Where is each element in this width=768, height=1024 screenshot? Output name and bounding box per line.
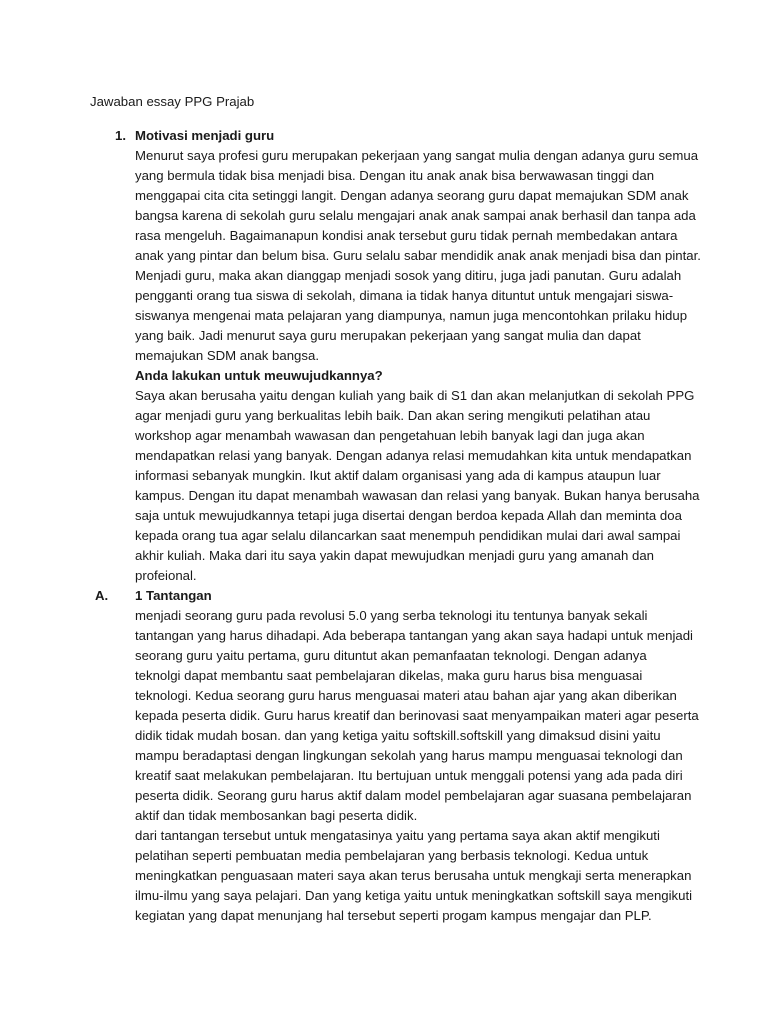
paragraph-line: anak yang pintar dan belum bisa. Guru selalu sabar mendidik anak anak menjadi bisa dan pintar.: [135, 248, 701, 263]
paragraph-line: Saya akan berusaha yaitu dengan kuliah yang baik di S1 dan akan melanjutkan di sekolah PPG: [135, 388, 695, 403]
paragraph-line: peserta didik. Seorang guru harus aktif dalam model pembelajaran agar suasana pembelajaran: [135, 788, 692, 803]
paragraph-line: kreatif saat melakukan pembelajaran. Itu bertujuan untuk menggali potensi yang ada pada diri: [135, 768, 683, 783]
paragraph-line: rasa mengeluh. Bagaimanapun kondisi anak tersebut guru tidak pernah membedakan antara: [135, 228, 678, 243]
paragraph-line: teknolgi dapat membantu saat pembelajaran dikelas, maka guru harus bisa menguasai: [135, 668, 643, 683]
paragraph-line: aktif dan tidak membosankan bagi peserta didik.: [135, 808, 418, 823]
section-body: [135, 586, 699, 926]
section-heading: Motivasi menjadi guru: [135, 128, 275, 143]
paragraph-line: kepada peserta didik. Guru harus kreatif dan berinovasi saat menyampaikan materi agar peserta: [135, 708, 699, 723]
paragraph-line: kampus. Dengan itu dapat menambah wawasan dan relasi yang banyak. Bukan hanya berusaha: [135, 488, 700, 503]
paragraph-line: meningkatkan penguasaan materi saya akan terus berusaha untuk mengkaji serta menerapkan: [135, 868, 692, 883]
paragraph-line: mendapatkan relasi yang banyak. Dengan adanya relasi memudahkan kita untuk mendapatkan: [135, 448, 692, 463]
section-body: [135, 126, 701, 586]
paragraph-line: kegiatan yang dapat menunjang hal tersebut seperti progam kampus mengajar dan PLP.: [135, 908, 652, 923]
paragraph-line: bangsa karena di sekolah guru selalu mengajari anak anak sampai anak berhasil dan tanpa ada: [135, 208, 696, 223]
paragraph: [135, 146, 701, 366]
paragraph-line: menjadi seorang guru pada revolusi 5.0 yang serba teknologi itu tentunya banyak sekali: [135, 608, 648, 623]
paragraph-line: mampu beradaptasi dengan lingkungan sekolah yang harus mampu menguasai teknologi dan: [135, 748, 683, 763]
paragraph-line: siswanya mengenai mata pelajaran yang diampunya, namun juga mencontohkan prilaku hidup: [135, 308, 688, 323]
paragraph-line: informasi sebanyak mungkin. Ikut aktif dalam organisasi yang ada di kampus ataupun luar: [135, 468, 661, 483]
paragraph-line: yang baik. Jadi menurut saya guru merupakan pekerjaan yang sangat mulia dan dapat: [135, 328, 641, 343]
paragraph-line: akhir kuliah. Maka dari itu saya yakin dapat mewujudkan menjadi guru yang amanah dan: [135, 548, 655, 563]
section-heading: 1 Tantangan: [135, 588, 212, 603]
paragraph-line: seorang guru yaitu pertama, guru dituntut akan pemanfaatan teknologi. Dengan adanya: [135, 648, 647, 663]
document-title: Jawaban essay PPG Prajab: [90, 94, 255, 109]
paragraph-line: Menjadi guru, maka akan dianggap menjadi sosok yang ditiru, juga jadi panutan. Guru adalah: [135, 268, 682, 283]
section-subheading: Anda lakukan untuk meuwujudkannya?: [135, 368, 383, 383]
paragraph-line: teknologi. Kedua seorang guru harus menguasai materi atau bahan ajar yang akan diberikan: [135, 688, 677, 703]
paragraph-line: ilmu-ilmu yang saya pelajari. Dan yang ketiga yaitu untuk meningkatkan softskill saya mengikuti: [135, 888, 693, 903]
paragraph-line: menggapai cita cita setinggi langit. Dengan adanya seorang guru dapat memajukan SDM anak: [135, 188, 689, 203]
paragraph-line: didik tidak mudah bosan. dan yang ketiga yaitu softskill.softskill yang dimaksud disini yaitu: [135, 728, 661, 743]
paragraph-line: yang bermula tidak bisa menjadi bisa. Dengan itu anak anak bisa berwawasan tinggi dan: [135, 168, 655, 183]
list-letter: A.: [95, 588, 109, 603]
paragraph-line: pengganti orang tua siswa di sekolah, dimana ia tidak hanya dituntut untuk mengajari siswa-: [135, 288, 674, 303]
list-number: 1.: [115, 128, 126, 143]
paragraph-line: pelatihan seperti pembuatan media pembelajaran yang berbasis teknologi. Kedua untuk: [135, 848, 649, 863]
paragraph: [135, 386, 700, 586]
paragraph-line: dari tantangan tersebut untuk mengatasinya yaitu yang pertama saya akan aktif mengikuti: [135, 828, 660, 843]
paragraph-line: Menurut saya profesi guru merupakan pekerjaan yang sangat mulia dengan adanya guru semua: [135, 148, 699, 163]
paragraph-line: workshop agar menambah wawasan dan pengetahuan lebih banyak lagi dan juga akan: [135, 428, 645, 443]
paragraph-line: agar menjadi guru yang berkualitas lebih baik. Dan akan sering mengikuti pelatihan atau: [135, 408, 651, 423]
paragraph: [135, 606, 699, 926]
paragraph-line: memajukan SDM anak bangsa.: [135, 348, 319, 363]
paragraph-line: saja untuk mewujudkannya tetapi juga disertai dengan berdoa kepada Allah dan meminta doa: [135, 508, 682, 523]
paragraph-line: profeional.: [135, 568, 197, 583]
paragraph-line: kepada orang tua agar selalu dilancarkan saat menempuh pendidikan mulai dari awal sampai: [135, 528, 681, 543]
paragraph-line: tantangan yang harus dihadapi. Ada beberapa tantangan yang akan saya hadapi untuk menjadi: [135, 628, 693, 643]
